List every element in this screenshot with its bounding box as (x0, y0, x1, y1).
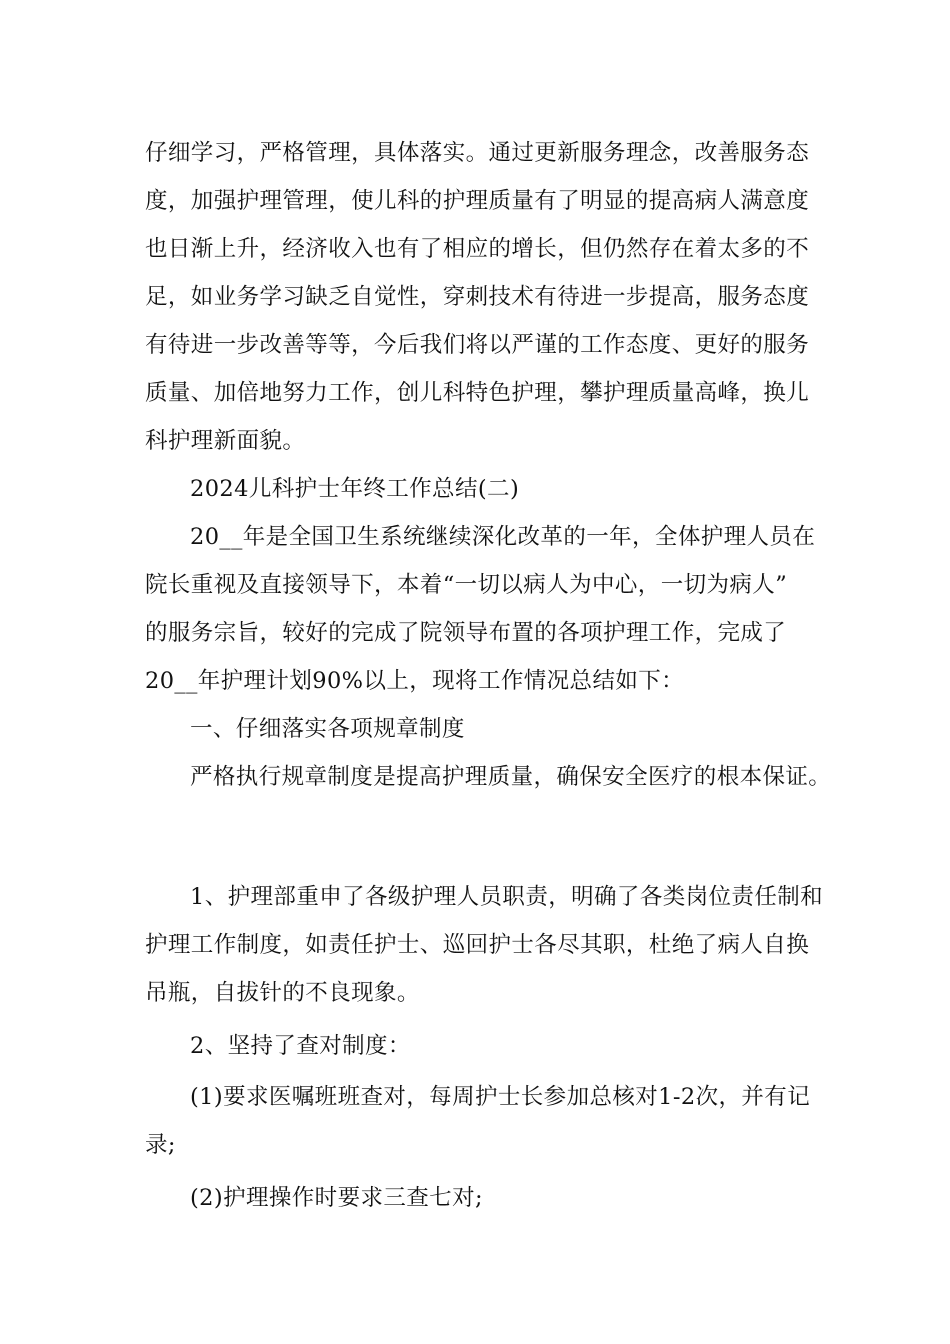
sub-item-1-line-2: 录; (145, 1132, 176, 1158)
section-heading: 2024儿科护士年终工作总结(二) (190, 476, 520, 502)
paragraph-line-12: 20__年护理计划90%以上，现将工作情况总结如下： (145, 668, 685, 694)
paragraph-line-10: 院长重视及直接领导下，本着“一切以病人为中心，一切为病人” (145, 572, 788, 598)
paragraph-line-5: 有待进一步改善等等，今后我们将以严谨的工作态度、更好的服务 (145, 332, 810, 358)
paragraph-line-6: 质量、加倍地努力工作，创儿科特色护理，攀护理质量高峰，换儿 (145, 380, 810, 406)
sub-item-1-line-1: (1)要求医嘱班班查对，每周护士长参加总核对1-2次，并有记 (190, 1084, 811, 1110)
paragraph-line-1: 仔细学习，严格管理，具体落实。通过更新服务理念，改善服务态 (145, 140, 810, 166)
paragraph-line-3: 也日渐上升，经济收入也有了相应的增长，但仍然存在着太多的不 (145, 236, 810, 262)
list-item-1-line-2: 护理工作制度，如责任护士、巡回护士各尽其职，杜绝了病人自换 (145, 932, 810, 958)
subheading-1: 一、仔细落实各项规章制度 (190, 716, 465, 742)
list-item-1-line-1: 1、护理部重申了各级护理人员职责，明确了各类岗位责任制和 (190, 884, 824, 910)
paragraph-line-9: 20__年是全国卫生系统继续深化改革的一年，全体护理人员在 (190, 524, 816, 550)
list-item-1-line-3: 吊瓶，自拔针的不良现象。 (145, 980, 420, 1006)
paragraph-line-14: 严格执行规章制度是提高护理质量，确保安全医疗的根本保证。 (190, 764, 832, 790)
paragraph-line-11: 的服务宗旨，较好的完成了院领导布置的各项护理工作，完成了 (145, 620, 787, 646)
list-item-2: 2、坚持了查对制度： (190, 1033, 411, 1059)
paragraph-line-4: 足，如业务学习缺乏自觉性，穿刺技术有待进一步提高，服务态度 (145, 284, 810, 310)
paragraph-line-7: 科护理新面貌。 (145, 428, 306, 454)
paragraph-line-2: 度，加强护理管理，使儿科的护理质量有了明显的提高病人满意度 (145, 188, 810, 214)
sub-item-2: (2)护理操作时要求三查七对; (190, 1185, 483, 1211)
